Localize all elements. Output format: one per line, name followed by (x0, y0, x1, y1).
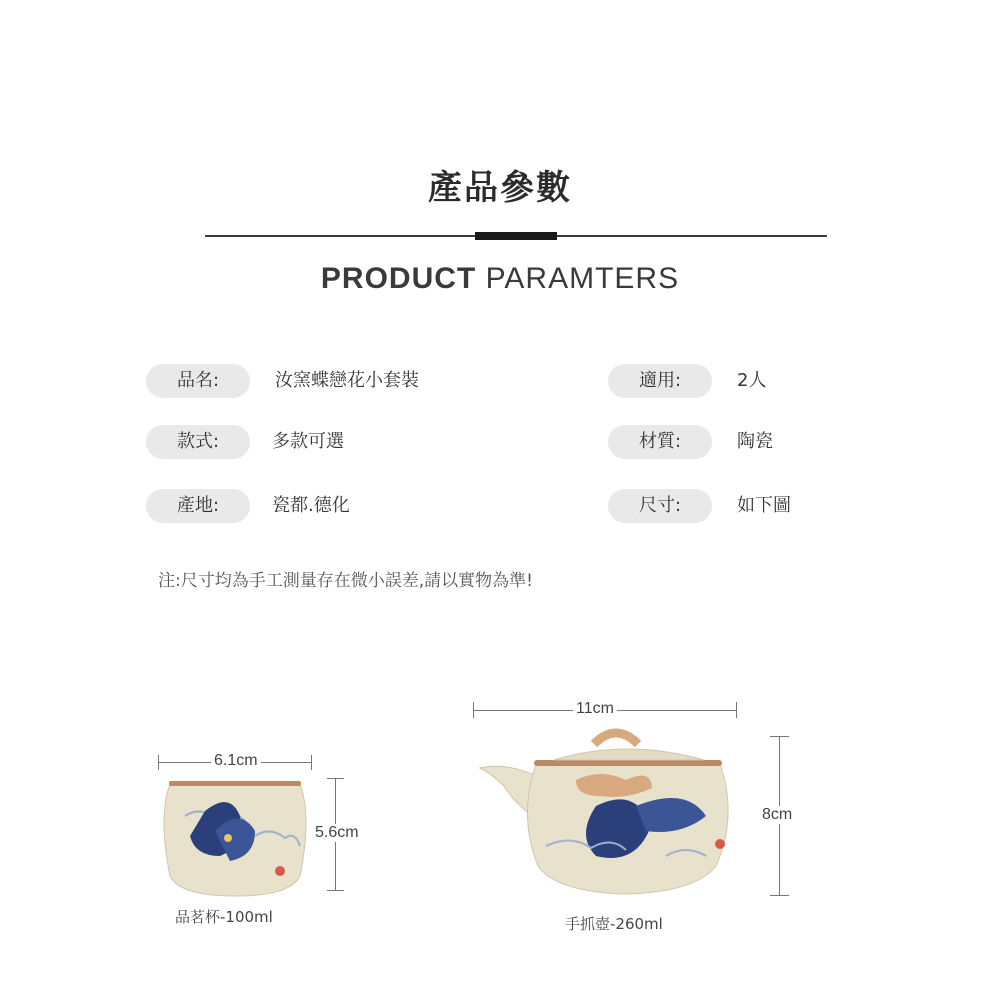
usage-value: 2人 (737, 370, 767, 391)
pot-width-tick-right (736, 702, 737, 718)
name-value: 汝窯蝶戀花小套裝 (275, 370, 419, 391)
style-value: 多款可選 (272, 431, 344, 452)
cup-height-tick-top (327, 778, 344, 779)
style-label: 款式: (146, 425, 250, 459)
size-label: 尺寸: (608, 489, 712, 523)
origin-value: 瓷都.德化 (272, 495, 350, 516)
page-subtitle (0, 262, 1000, 296)
usage-label: 適用: (608, 364, 712, 398)
page-title: 產品參數 (428, 168, 572, 208)
size-value: 如下圖 (737, 495, 791, 516)
cup-height-label: 5.6cm (312, 824, 362, 842)
subtitle-bold: PRODUCT (320, 262, 477, 295)
cup-width-tick-right (311, 755, 312, 770)
material-value: 陶瓷 (737, 431, 773, 452)
cup-height-tick-bottom (327, 890, 344, 891)
tea-cup-image (160, 776, 310, 900)
cup-width-label: 6.1cm (211, 752, 261, 770)
material-label: 材質: (608, 425, 712, 459)
pot-caption: 手抓壺-260ml (565, 915, 663, 933)
pot-width-tick-left (473, 702, 474, 718)
pot-height-label: 8cm (759, 806, 795, 824)
origin-label: 產地: (146, 489, 250, 523)
measurement-note: 注:尺寸均為手工測量存在微小誤差,請以實物為準! (158, 571, 533, 591)
title-divider-accent (475, 232, 557, 240)
pot-height-tick-top (770, 736, 789, 737)
pot-height-tick-bottom (770, 895, 789, 896)
name-label: 品名: (146, 364, 250, 398)
teapot-image (476, 726, 732, 898)
subtitle-light: PARAMTERS (485, 262, 680, 295)
pot-width-label: 11cm (573, 700, 617, 718)
cup-width-tick-left (158, 755, 159, 770)
cup-caption: 品茗杯-100ml (175, 908, 273, 926)
